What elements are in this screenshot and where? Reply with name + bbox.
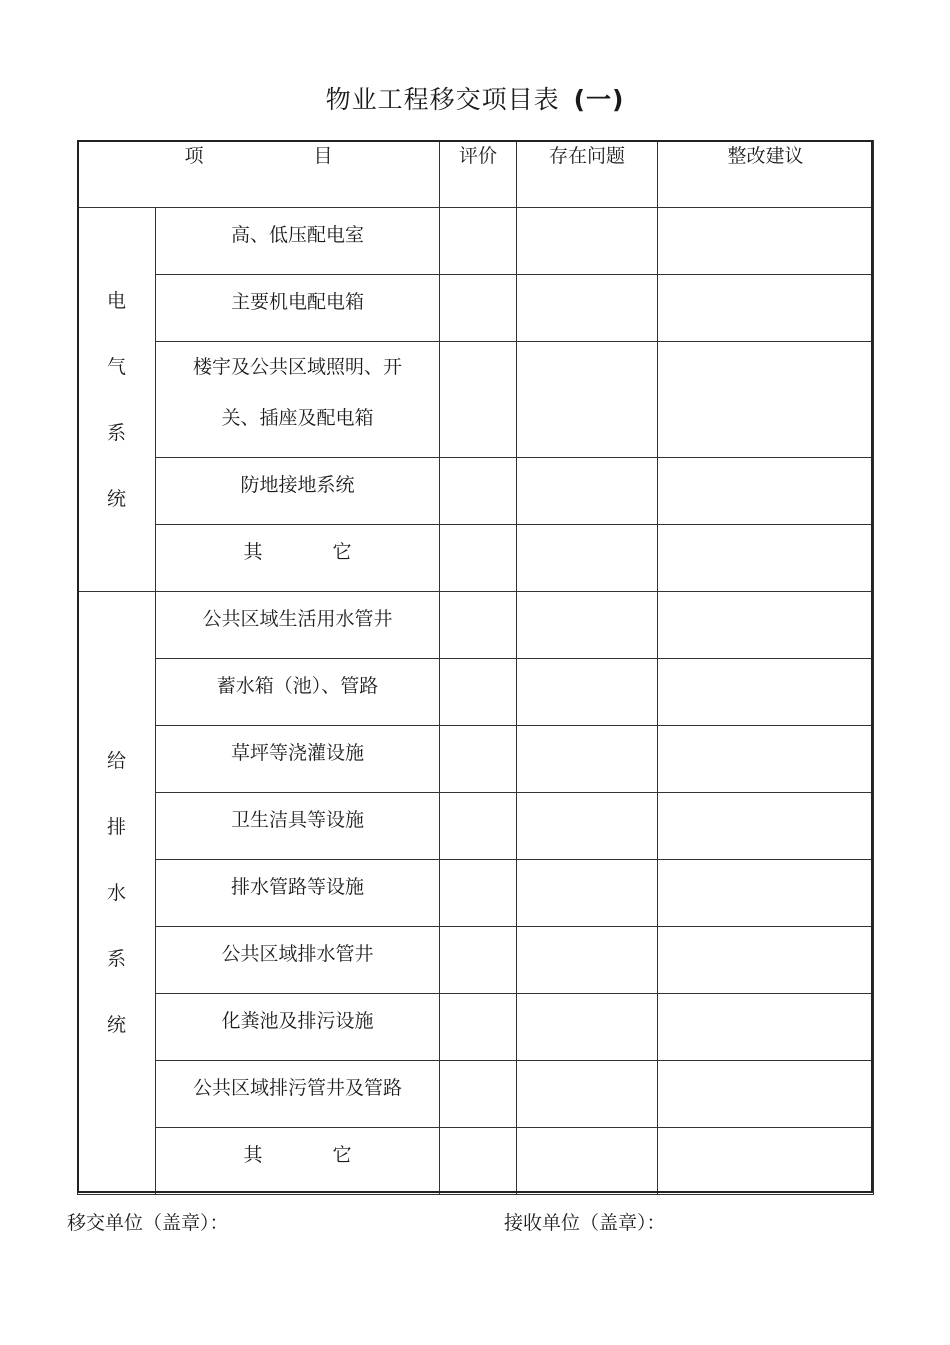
group-char: 水 <box>106 882 126 904</box>
item-cell: 化粪池及排污设施 <box>156 994 440 1061</box>
item-cell: 防地接地系统 <box>156 458 440 525</box>
table-outer-border <box>77 140 873 1193</box>
group-char: 电 <box>106 289 126 312</box>
item-cell: 草坪等浇灌设施 <box>156 726 440 793</box>
item-line: 楼宇及公共区域照明、开 <box>192 356 402 378</box>
other-b: 它 <box>332 541 352 563</box>
title-text: 物业工程移交项目表 <box>325 85 560 114</box>
item-line: 关、插座及配电箱 <box>221 407 374 429</box>
item-cell: 主要机电配电箱 <box>156 275 440 342</box>
item-cell: 排水管路等设施 <box>156 860 440 927</box>
group-char: 排 <box>106 816 126 838</box>
other-a: 其 <box>243 541 263 563</box>
item-cell: 公共区域排水管井 <box>156 927 440 994</box>
item-cell: 公共区域排污管井及管路 <box>156 1061 440 1128</box>
group-char: 统 <box>106 487 126 510</box>
other-a: 其 <box>243 1144 263 1166</box>
header-item-a: 项 <box>184 145 204 167</box>
other-b: 它 <box>332 1144 352 1166</box>
group-char: 系 <box>106 948 126 970</box>
item-cell: 卫生洁具等设施 <box>156 793 440 860</box>
group-char: 给 <box>106 750 126 772</box>
item-cell: 高、低压配电室 <box>156 208 440 275</box>
header-item-b: 目 <box>313 145 333 167</box>
group-char: 统 <box>106 1014 126 1036</box>
header-issues: 存在问题 <box>517 141 658 208</box>
title-suffix: (一) <box>573 85 625 114</box>
item-cell: 蓄水箱（池）、管路 <box>156 659 440 726</box>
item-cell: 公共区域生活用水管井 <box>156 592 440 659</box>
page-title <box>0 80 950 116</box>
footer-receiving-unit: 接收单位（盖章）： <box>504 1212 666 1234</box>
footer-handover-unit: 移交单位（盖章）： <box>67 1212 229 1234</box>
header-suggestions: 整改建议 <box>658 141 874 208</box>
header-rating: 评价 <box>440 141 517 208</box>
group-char: 系 <box>106 421 126 444</box>
group-char: 气 <box>106 355 126 378</box>
